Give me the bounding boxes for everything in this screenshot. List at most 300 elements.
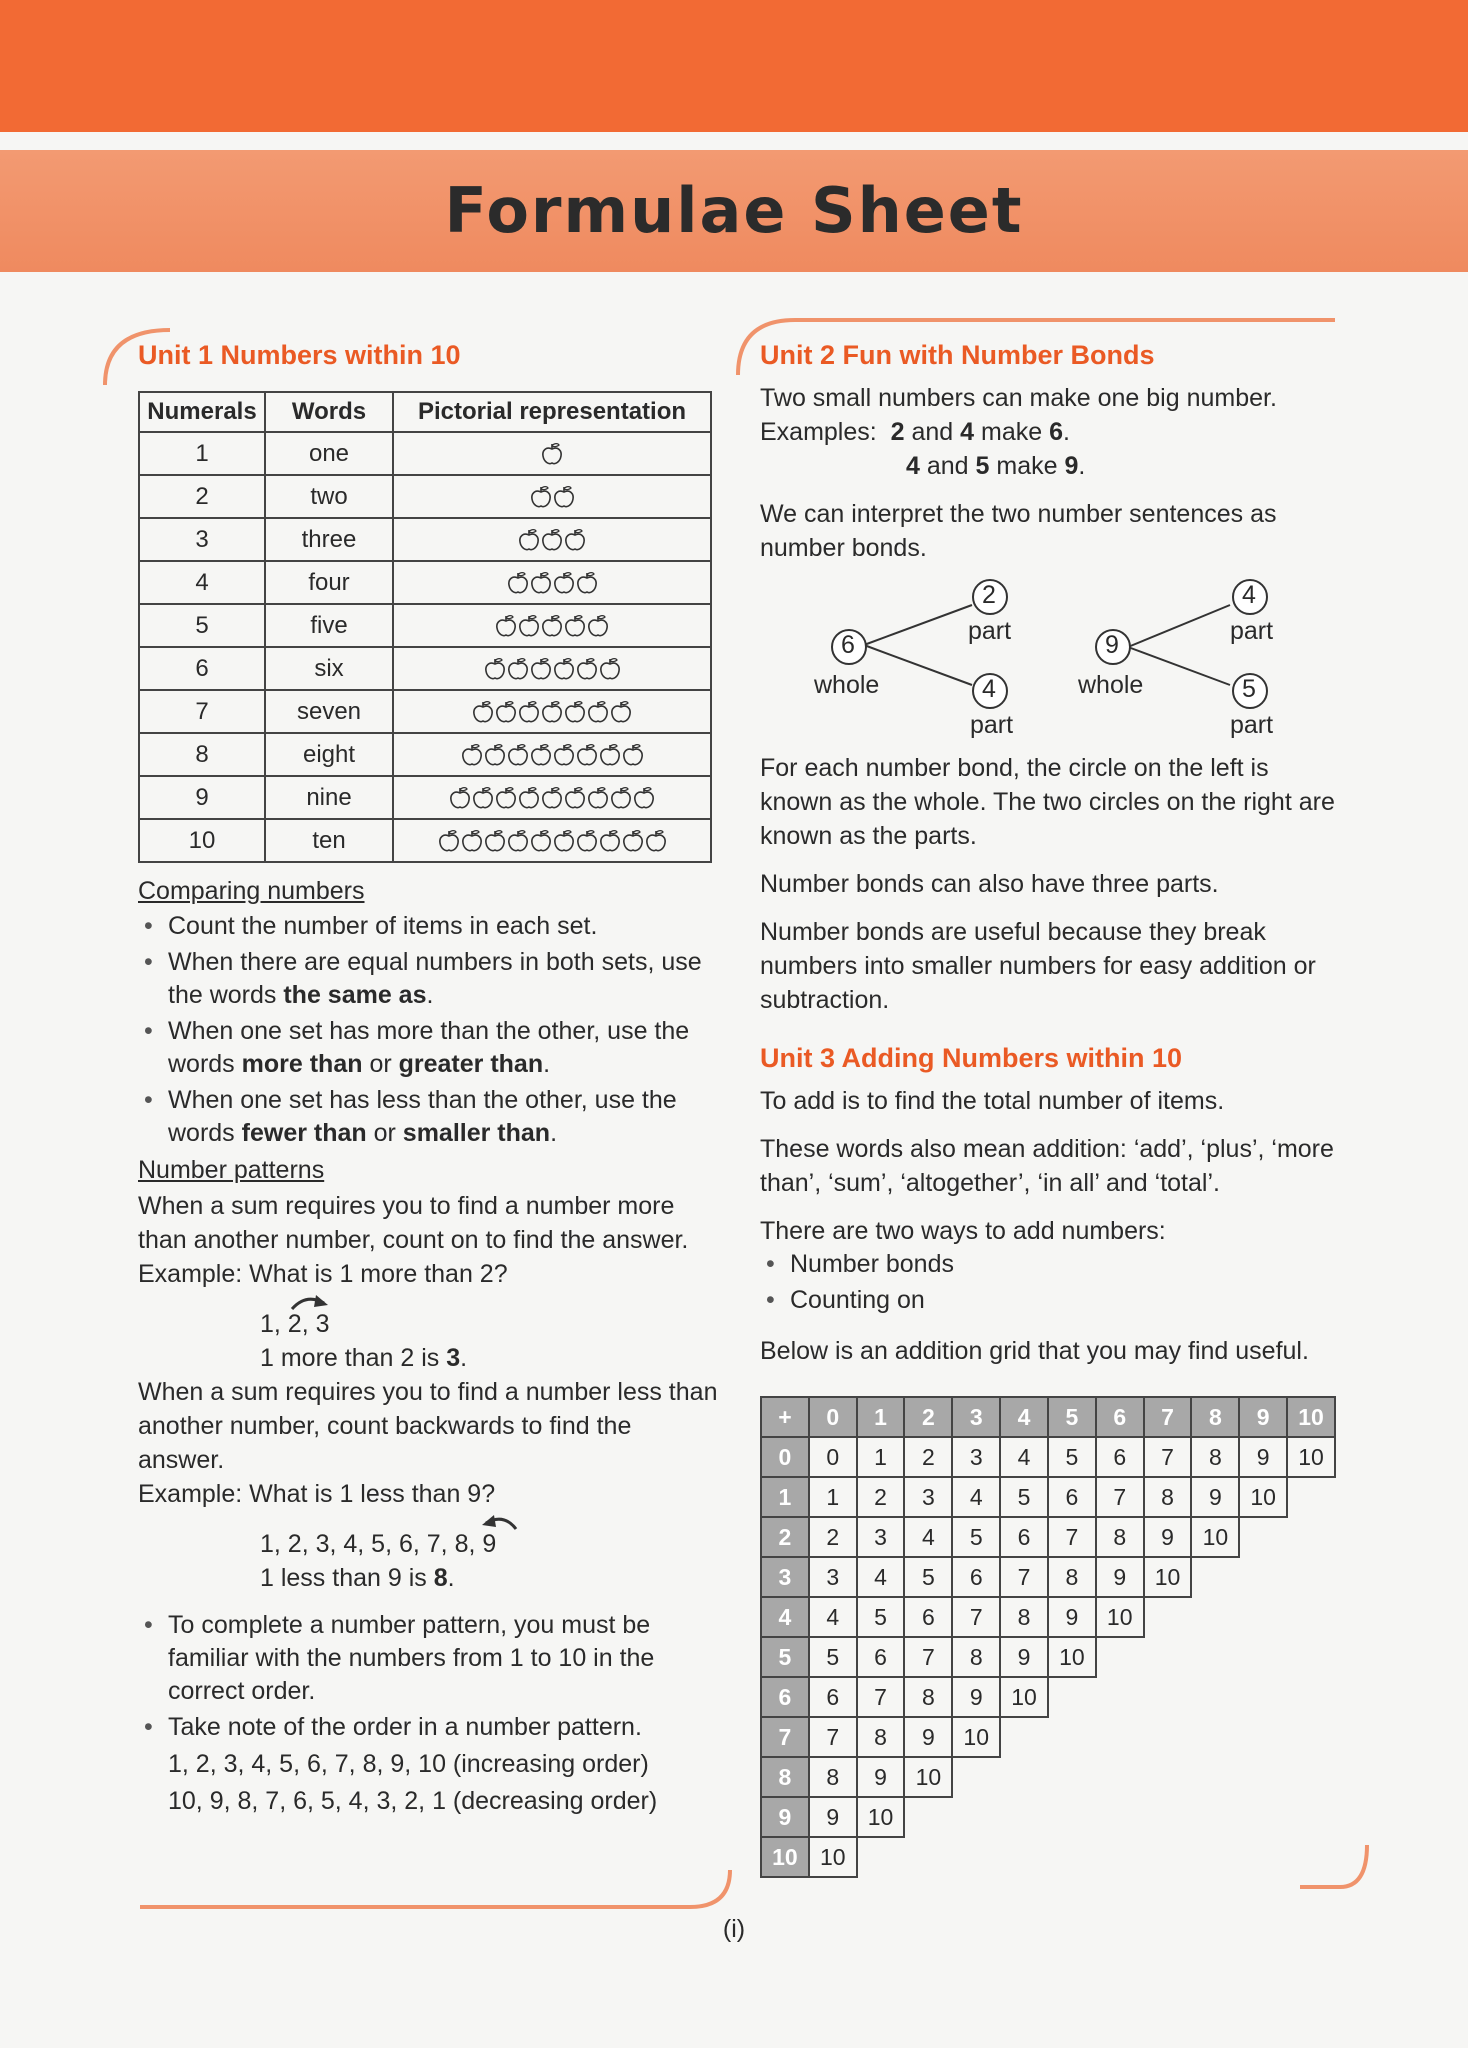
grid-empty-cell <box>1000 1837 1048 1877</box>
table-header-words: Words <box>265 392 393 432</box>
grid-cell: 6 <box>952 1557 1000 1597</box>
grid-column-header: 10 <box>1287 1397 1335 1437</box>
grid-empty-cell <box>1144 1597 1192 1637</box>
bond-explain: For each number bond, the circle on the left is known as the whole. The two circles on the right are known as the parts. <box>760 754 1335 850</box>
grid-cell: 10 <box>1191 1517 1239 1557</box>
apple-icon <box>553 743 575 767</box>
grid-empty-cell <box>1191 1757 1239 1797</box>
grid-row-header: 8 <box>761 1757 809 1797</box>
bond1-part2-value: 4 <box>982 675 996 703</box>
grid-cell: 9 <box>952 1677 1000 1717</box>
grid-empty-cell <box>1239 1557 1287 1597</box>
grid-cell: 3 <box>904 1477 952 1517</box>
grid-row-header: 9 <box>761 1797 809 1837</box>
apple-icon <box>564 528 586 552</box>
table-row <box>139 647 711 690</box>
grid-cell: 2 <box>904 1437 952 1477</box>
grid-column-header: 0 <box>809 1397 857 1437</box>
grid-cell: 9 <box>1000 1637 1048 1677</box>
grid-row-header: 0 <box>761 1437 809 1477</box>
list-item: • When there are equal numbers in both sets, use the words the same as. <box>138 946 718 1012</box>
apple-icon <box>518 786 540 810</box>
pictorial-cell <box>393 819 711 862</box>
grid-header-row <box>761 1397 1335 1437</box>
bond2-whole-label: whole <box>1078 671 1144 699</box>
grid-cell: 9 <box>809 1797 857 1837</box>
grid-cell: 8 <box>1048 1557 1096 1597</box>
numeral-cell: 8 <box>139 733 265 776</box>
apple-icon <box>541 614 563 638</box>
grid-empty-cell <box>952 1797 1000 1837</box>
word-cell: ten <box>265 819 393 862</box>
apple-icon <box>622 743 644 767</box>
decreasing-order: 10, 9, 8, 7, 6, 5, 4, 3, 2, 1 (decreasing order) <box>168 1787 658 1815</box>
grid-cell: 3 <box>809 1557 857 1597</box>
numeral-cell: 2 <box>139 475 265 518</box>
unit3-heading: Unit 3 Adding Numbers within 10 <box>760 1043 1183 1073</box>
bond1-whole-value: 6 <box>841 631 855 659</box>
grid-row-header: 5 <box>761 1637 809 1677</box>
comparing-list <box>138 910 718 1150</box>
apple-icon <box>576 657 598 681</box>
apple-icon <box>507 743 529 767</box>
grid-row <box>761 1477 1335 1517</box>
apple-icon <box>587 614 609 638</box>
grid-cell: 7 <box>1000 1557 1048 1597</box>
grid-column-header: 4 <box>1000 1397 1048 1437</box>
bond2-whole-value: 9 <box>1105 631 1119 659</box>
grid-cell: 4 <box>952 1477 1000 1517</box>
pictorial-cell <box>393 604 711 647</box>
grid-cell: 8 <box>857 1717 905 1757</box>
more-sequence: 1, 2, 3 <box>260 1310 330 1338</box>
grid-empty-cell <box>1144 1837 1192 1877</box>
apple-icon <box>541 786 563 810</box>
grid-empty-cell <box>1239 1837 1287 1877</box>
unit2-section <box>760 340 1336 1878</box>
grid-empty-cell <box>1287 1757 1335 1797</box>
word-cell: six <box>265 647 393 690</box>
grid-row <box>761 1637 1335 1677</box>
unit2-heading: Unit 2 Fun with Number Bonds <box>760 340 1155 370</box>
grid-cell: 7 <box>952 1597 1000 1637</box>
bond1-part2-label: part <box>970 711 1014 739</box>
grid-column-header: 9 <box>1239 1397 1287 1437</box>
apple-icon <box>438 829 460 853</box>
grid-cell: 10 <box>1239 1477 1287 1517</box>
grid-column-header: 8 <box>1191 1397 1239 1437</box>
apple-icon <box>622 829 644 853</box>
grid-cell: 5 <box>1000 1477 1048 1517</box>
apple-icon <box>530 485 552 509</box>
grid-cell: 9 <box>1239 1437 1287 1477</box>
grid-cell: 5 <box>857 1597 905 1637</box>
grid-empty-cell <box>1096 1757 1144 1797</box>
grid-cell: 7 <box>1144 1437 1192 1477</box>
bond1-part1-label: part <box>968 617 1012 645</box>
apple-icon <box>564 786 586 810</box>
grid-intro: Below is an addition grid that you may find useful. <box>760 1337 1309 1365</box>
grid-empty-cell <box>1239 1677 1287 1717</box>
apple-icon <box>576 829 598 853</box>
bond1-whole-label: whole <box>814 671 880 699</box>
table-header-pictorial: Pictorial representation <box>393 392 711 432</box>
numeral-cell: 5 <box>139 604 265 647</box>
pictorial-cell <box>393 475 711 518</box>
grid-cell: 8 <box>952 1637 1000 1677</box>
grid-row <box>761 1517 1335 1557</box>
table-row <box>139 475 711 518</box>
grid-empty-cell <box>1144 1717 1192 1757</box>
apple-icon <box>599 657 621 681</box>
grid-empty-cell <box>1287 1637 1335 1677</box>
apple-icon <box>484 657 506 681</box>
list-item: • Take note of the order in a number pattern. 1, 2, 3, 4, 5, 6, 7, 8, 9, 10 (increasing order) 10, 9, 8, 7, 6, 5, 4, 3, 2, 1 (decreasing order) <box>138 1711 718 1818</box>
grid-cell: 10 <box>1048 1637 1096 1677</box>
grid-empty-cell <box>1191 1597 1239 1637</box>
pictorial-cell <box>393 690 711 733</box>
grid-row <box>761 1837 1335 1877</box>
grid-row-header: 3 <box>761 1557 809 1597</box>
grid-empty-cell <box>1048 1837 1096 1877</box>
grid-column-header: 2 <box>904 1397 952 1437</box>
word-cell: five <box>265 604 393 647</box>
numeral-cell: 9 <box>139 776 265 819</box>
grid-row-header: 4 <box>761 1597 809 1637</box>
grid-cell: 6 <box>1096 1437 1144 1477</box>
grid-column-header: 6 <box>1096 1397 1144 1437</box>
grid-cell: 7 <box>809 1717 857 1757</box>
page-number: (i) <box>722 1915 746 1943</box>
pattern-list <box>138 1609 718 1818</box>
grid-empty-cell <box>1144 1637 1192 1677</box>
grid-column-header: 1 <box>857 1397 905 1437</box>
apple-icon <box>461 829 483 853</box>
grid-empty-cell <box>1000 1757 1048 1797</box>
apple-icon <box>530 657 552 681</box>
pictorial-cell <box>393 647 711 690</box>
apple-icon <box>507 571 529 595</box>
grid-row-header: 6 <box>761 1677 809 1717</box>
grid-empty-cell <box>1239 1757 1287 1797</box>
list-item: • When one set has less than the other, use the words fewer than or smaller than. <box>138 1084 718 1150</box>
grid-empty-cell <box>1239 1797 1287 1837</box>
grid-cell: 3 <box>952 1437 1000 1477</box>
apple-icon <box>541 442 563 466</box>
grid-row <box>761 1597 1335 1637</box>
grid-cell: 10 <box>857 1797 905 1837</box>
grid-cell: 6 <box>904 1597 952 1637</box>
numeral-cell: 10 <box>139 819 265 862</box>
grid-cell: 10 <box>809 1837 857 1877</box>
list-item: • Count the number of items in each set. <box>138 910 718 943</box>
list-item: • To complete a number pattern, you must be familiar with the numbers from 1 to 10 in the correct order. <box>138 1609 718 1708</box>
table-row <box>139 819 711 862</box>
grid-cell: 6 <box>809 1677 857 1717</box>
grid-cell: 8 <box>1144 1477 1192 1517</box>
grid-cell: 7 <box>1096 1477 1144 1517</box>
word-cell: eight <box>265 733 393 776</box>
word-cell: seven <box>265 690 393 733</box>
grid-row <box>761 1437 1335 1477</box>
more-example: Example: What is 1 more than 2? <box>138 1260 508 1288</box>
numbers-table <box>138 391 712 863</box>
apple-icon <box>495 786 517 810</box>
grid-cell: 5 <box>904 1557 952 1597</box>
grid-row <box>761 1557 1335 1597</box>
apple-icon <box>484 743 506 767</box>
grid-row <box>761 1797 1335 1837</box>
grid-empty-cell <box>1048 1717 1096 1757</box>
grid-corner: + <box>761 1397 809 1437</box>
grid-cell: 9 <box>904 1717 952 1757</box>
numeral-cell: 6 <box>139 647 265 690</box>
grid-empty-cell <box>1048 1757 1096 1797</box>
word-cell: four <box>265 561 393 604</box>
interpret-text: We can interpret the two number sentences as number bonds. <box>760 500 1277 562</box>
apple-icon <box>495 700 517 724</box>
apple-icon <box>518 700 540 724</box>
number-bond-diagrams <box>760 575 1336 751</box>
apple-icon <box>553 485 575 509</box>
grid-empty-cell <box>1096 1797 1144 1837</box>
grid-empty-cell <box>1191 1557 1239 1597</box>
table-row <box>139 561 711 604</box>
comparing-heading: Comparing numbers <box>138 877 365 905</box>
grid-column-header: 3 <box>952 1397 1000 1437</box>
grid-cell: 3 <box>857 1517 905 1557</box>
grid-empty-cell <box>1048 1797 1096 1837</box>
page-title: Formulae Sheet <box>444 174 1024 247</box>
list-item: • Number bonds <box>760 1248 1336 1281</box>
apple-icon <box>576 571 598 595</box>
grid-cell: 5 <box>952 1517 1000 1557</box>
grid-cell: 0 <box>809 1437 857 1477</box>
apple-icon <box>541 528 563 552</box>
grid-empty-cell <box>1048 1677 1096 1717</box>
grid-row <box>761 1757 1335 1797</box>
word-cell: nine <box>265 776 393 819</box>
grid-empty-cell <box>1000 1797 1048 1837</box>
apple-icon <box>541 700 563 724</box>
grid-empty-cell <box>1239 1717 1287 1757</box>
grid-empty-cell <box>1287 1517 1335 1557</box>
numeral-cell: 7 <box>139 690 265 733</box>
grid-cell: 10 <box>1287 1437 1335 1477</box>
unit1-section <box>138 340 718 1821</box>
apple-icon <box>495 614 517 638</box>
grid-empty-cell <box>1144 1757 1192 1797</box>
grid-empty-cell <box>1096 1717 1144 1757</box>
word-cell: three <box>265 518 393 561</box>
pictorial-cell <box>393 733 711 776</box>
grid-cell: 9 <box>1048 1597 1096 1637</box>
grid-empty-cell <box>1096 1837 1144 1877</box>
grid-cell: 2 <box>809 1517 857 1557</box>
grid-cell: 7 <box>857 1677 905 1717</box>
numeral-cell: 4 <box>139 561 265 604</box>
table-row <box>139 733 711 776</box>
apple-icon <box>633 786 655 810</box>
addition-words: These words also mean addition: ‘add’, ‘plus’, ‘more than’, ‘sum’, ‘altogether’, ‘in all’ and ‘total’. <box>760 1135 1334 1197</box>
ways-list <box>760 1248 1336 1317</box>
grid-row-header: 10 <box>761 1837 809 1877</box>
grid-empty-cell <box>1191 1677 1239 1717</box>
grid-row-header: 1 <box>761 1477 809 1517</box>
bond2-part1-value: 4 <box>1242 581 1256 609</box>
grid-cell: 9 <box>1191 1477 1239 1517</box>
list-item: • When one set has more than the other, use the words more than or greater than. <box>138 1015 718 1081</box>
grid-row <box>761 1717 1335 1757</box>
grid-cell: 4 <box>904 1517 952 1557</box>
bond1-part1-value: 2 <box>982 581 996 609</box>
grid-column-header: 5 <box>1048 1397 1096 1437</box>
grid-cell: 4 <box>857 1557 905 1597</box>
grid-cell: 9 <box>1096 1557 1144 1597</box>
increasing-order: 1, 2, 3, 4, 5, 6, 7, 8, 9, 10 (increasing order) <box>168 1750 649 1778</box>
apple-icon <box>472 700 494 724</box>
bond2-part2-value: 5 <box>1242 675 1256 703</box>
numeral-cell: 1 <box>139 432 265 475</box>
grid-row <box>761 1677 1335 1717</box>
apple-icon <box>610 700 632 724</box>
grid-cell: 8 <box>904 1677 952 1717</box>
grid-cell: 10 <box>1000 1677 1048 1717</box>
apple-icon <box>530 829 552 853</box>
addition-grid <box>760 1396 1336 1878</box>
grid-empty-cell <box>1287 1677 1335 1717</box>
grid-empty-cell <box>1287 1717 1335 1757</box>
apple-icon <box>587 786 609 810</box>
grid-empty-cell <box>1239 1637 1287 1677</box>
apple-icon <box>530 743 552 767</box>
apple-icon <box>449 786 471 810</box>
grid-cell: 6 <box>1000 1517 1048 1557</box>
grid-empty-cell <box>1191 1717 1239 1757</box>
apple-icon <box>472 786 494 810</box>
apple-icon <box>564 700 586 724</box>
example-line-1: Examples: 2 and 4 make 6. <box>760 418 1070 446</box>
two-ways-text: There are two ways to add numbers: <box>760 1217 1166 1245</box>
apple-icon <box>553 829 575 853</box>
grid-cell: 10 <box>952 1717 1000 1757</box>
pictorial-cell <box>393 776 711 819</box>
patterns-heading: Number patterns <box>138 1156 325 1184</box>
word-cell: two <box>265 475 393 518</box>
example-line-2: 4 and 5 make 9. <box>906 452 1086 480</box>
top-color-band <box>0 0 1468 132</box>
grid-cell: 10 <box>1096 1597 1144 1637</box>
apple-icon <box>507 829 529 853</box>
table-row <box>139 776 711 819</box>
grid-cell: 9 <box>857 1757 905 1797</box>
apple-icon <box>645 829 667 853</box>
apple-icon <box>576 743 598 767</box>
grid-cell: 7 <box>1048 1517 1096 1557</box>
grid-empty-cell <box>1096 1637 1144 1677</box>
apple-icon <box>484 829 506 853</box>
grid-cell: 2 <box>857 1477 905 1517</box>
grid-cell: 5 <box>1048 1437 1096 1477</box>
apple-icon <box>564 614 586 638</box>
table-row <box>139 518 711 561</box>
grid-empty-cell <box>1144 1797 1192 1837</box>
table-row <box>139 690 711 733</box>
apple-icon <box>518 614 540 638</box>
apple-icon <box>553 571 575 595</box>
grid-empty-cell <box>1096 1677 1144 1717</box>
grid-cell: 9 <box>1144 1517 1192 1557</box>
grid-cell: 8 <box>809 1757 857 1797</box>
grid-empty-cell <box>1239 1517 1287 1557</box>
grid-empty-cell <box>857 1837 905 1877</box>
table-row <box>139 432 711 475</box>
grid-cell: 10 <box>904 1757 952 1797</box>
more-result: 1 more than 2 is 3. <box>260 1344 468 1372</box>
bond2-part2-label: part <box>1230 711 1274 739</box>
grid-empty-cell <box>1287 1557 1335 1597</box>
unit2-intro: Two small numbers can make one big number. <box>760 384 1277 412</box>
bond2-part1-label: part <box>1230 617 1274 645</box>
grid-cell: 7 <box>904 1637 952 1677</box>
grid-cell: 1 <box>857 1437 905 1477</box>
apple-icon <box>518 528 540 552</box>
numeral-cell: 3 <box>139 518 265 561</box>
grid-column-header: 7 <box>1144 1397 1192 1437</box>
grid-empty-cell <box>952 1837 1000 1877</box>
grid-cell: 8 <box>1000 1597 1048 1637</box>
grid-cell: 6 <box>1048 1477 1096 1517</box>
word-cell: one <box>265 432 393 475</box>
grid-cell: 5 <box>809 1637 857 1677</box>
grid-empty-cell <box>1287 1797 1335 1837</box>
grid-empty-cell <box>1287 1597 1335 1637</box>
grid-cell: 8 <box>1191 1437 1239 1477</box>
apple-icon <box>610 786 632 810</box>
grid-empty-cell <box>1239 1597 1287 1637</box>
grid-empty-cell <box>1191 1637 1239 1677</box>
grid-empty-cell <box>1287 1837 1335 1877</box>
table-row <box>139 604 711 647</box>
grid-empty-cell <box>1144 1677 1192 1717</box>
grid-cell: 10 <box>1144 1557 1192 1597</box>
apple-icon <box>599 829 621 853</box>
less-sequence: 1, 2, 3, 4, 5, 6, 7, 8, 9 <box>260 1530 497 1558</box>
apple-icon <box>599 743 621 767</box>
apple-icon <box>530 571 552 595</box>
more-text: When a sum requires you to find a number more than another number, count on to find the answer. <box>138 1192 689 1254</box>
list-item: • Counting on <box>760 1284 1336 1317</box>
grid-empty-cell <box>1191 1797 1239 1837</box>
add-definition: To add is to find the total number of items. <box>760 1087 1225 1115</box>
grid-empty-cell <box>904 1837 952 1877</box>
grid-row-header: 7 <box>761 1717 809 1757</box>
grid-row-header: 2 <box>761 1517 809 1557</box>
unit1-heading: Unit 1 Numbers within 10 <box>138 340 461 370</box>
grid-empty-cell <box>952 1757 1000 1797</box>
pictorial-cell <box>393 561 711 604</box>
grid-cell: 8 <box>1096 1517 1144 1557</box>
useful-text: Number bonds are useful because they break numbers into smaller numbers for easy addition or subtraction. <box>760 918 1316 1014</box>
grid-cell: 4 <box>1000 1437 1048 1477</box>
grid-cell: 4 <box>809 1597 857 1637</box>
less-example: Example: What is 1 less than 9? <box>138 1480 496 1508</box>
apple-icon <box>587 700 609 724</box>
pictorial-cell <box>393 432 711 475</box>
apple-icon <box>553 657 575 681</box>
less-result: 1 less than 9 is 8. <box>260 1564 455 1592</box>
pictorial-cell <box>393 518 711 561</box>
